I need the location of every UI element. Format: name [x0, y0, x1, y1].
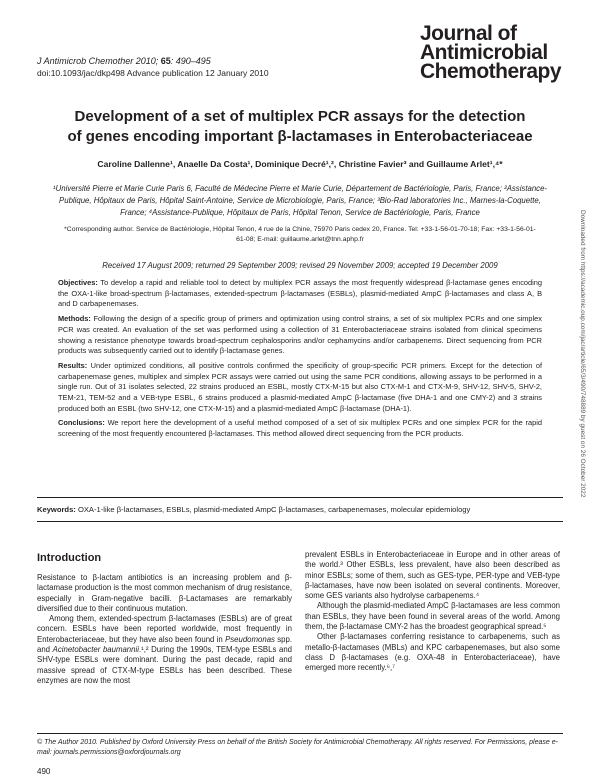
- page-number: 490: [37, 767, 51, 776]
- species-name: Pseudomonas: [225, 634, 275, 644]
- article-title: [40, 107, 560, 147]
- intro-text: spp. and: [37, 634, 292, 655]
- logo-line-1: Journal of: [420, 22, 517, 45]
- copyright-notice: © The Author 2010. Published by Oxford University Press on behalf of the British Society for Antimicrobial Chemotherapy. All rights reserved. For Permissions, please e-mail: journals.permissions@oxfordjournals.org: [37, 739, 558, 756]
- download-watermark: Downloaded from https://academic.oup.com/jac/article/65/3/490/748889 by guest on 26 October 2022: [579, 210, 586, 498]
- footer-divider: [37, 733, 563, 734]
- affiliations: ¹Université Pierre et Marie Curie Paris 6, Faculté de Médecine Pierre et Marie Curie, Département de Bactériologie, Paris, France; ²Assistance-Publique, Hôpitaux de Paris, Hôpital Saint-Antoine, Service de Microbiologie, Paris, France; ³Bio-Rad laboratories Inc., Marnes-la-Coquette, France; ⁴Assistance-Publique, Hôpitaux de Paris, Hôpital Tenon, Service de Bactériologie, Paris, France: [53, 184, 547, 217]
- abstract-results: [58, 361, 542, 415]
- methods-text: Following the design of a specific group of primers and optimization using control strains, a set of six multiplex PCRs and one simplex PCR was created. An evaluation of the set was performed using a collection of 31 Enterobacteriaceae strains isolated from clinical specimens showing a resistance phenotype towards broad-spectrum cephalosporins and/or cephamycins and/or carbapenems. Direct sequencing from PCR products was subsequently carried out to identify β-lactamase genes.: [58, 314, 542, 356]
- logo-line-2: Antimicrobial: [420, 41, 548, 64]
- species-name: Acinetobacter baumannii: [52, 645, 139, 655]
- intro-paragraph: [37, 614, 292, 686]
- results-text: Under optimized conditions, all positive controls confirmed the specificity of group-specific PCR primers. Except for the detection of carbapenemase genes, multiplex and simplex PCR assays were carried out using the same PCR conditions, allowing assays to be performed in a single run. Out of 31 isolates selected, 22 strains produced an ESBL, mostly CTX-M-15 but also CTX-M-1 and CTX-M-9, SHV-12, SHV-5, SHV-2, TEM-21, TEM-52 and a VEB-type ESBL, 6 strains produced a plasmid-mediated AmpC β-lactamase (five DHA-1 and one CMY-2) and 3 strains produced both an ESBL (two SHV-12, one CTX-M-15) and a plasmid-mediated AmpC β-lactamase (DHA-1).: [58, 360, 542, 413]
- intro-text: Among them, extended-spectrum β-lactamases (ESBLs) are of great concern. ESBLs have been reported worldwide, most frequently in Enterobacteriaceae, but they have also been found in: [37, 614, 292, 644]
- abstract-conclusions: [58, 418, 542, 439]
- title-line-2: of genes encoding important β-lactamases in Enterobacteriaceae: [67, 128, 533, 145]
- results-label: Results:: [58, 360, 88, 370]
- intro-paragraph: Resistance to β-lactam antibiotics is an increasing problem and β-lactamase production is the most common mechanism of drug resistance, especially in Gram-negative bacilli. β-Lactamases are remarkably diversified due to their continuous mutation.: [37, 573, 292, 613]
- divider-top: [37, 497, 563, 498]
- citation-pages: : 490–495: [170, 56, 211, 66]
- received-dates: Received 17 August 2009; returned 29 September 2009; revised 29 November 2009; accepted 19 December 2009: [102, 261, 498, 270]
- abstract: [58, 278, 542, 444]
- intro-paragraph: Although the plasmid-mediated AmpC β-lactamases are less common than ESBLs, they have been found in several areas of the world. Among them, the β-lactamase CMY-2 has the broadest geographical spread.⁵: [305, 601, 560, 632]
- citation-journal: J Antimicrob Chemother: [37, 56, 134, 66]
- intro-paragraph: Other β-lactamases conferring resistance to carbapenems, such as metallo-β-lactamases (MBLs) and KPC carbapenemases, but also some class D β-lactamases (e.g. OXA-48 in Enterobacteriaceae), have emerged more recently.⁶,⁷: [305, 632, 560, 673]
- keywords-text: OXA-1-like β-lactamases, ESBLs, plasmid-mediated AmpC β-lactamases, carbapenemases, molecular epidemiology: [75, 505, 471, 514]
- title-line-1: Development of a set of multiplex PCR assays for the detection: [74, 108, 526, 125]
- journal-logo: [420, 24, 561, 81]
- intro-left-column: [37, 573, 292, 686]
- divider-bottom: [37, 521, 563, 522]
- abstract-objectives: [58, 278, 542, 310]
- citation-volume: 65: [160, 56, 171, 66]
- doi-line: doi:10.1093/jac/dkp498 Advance publication 12 January 2010: [37, 68, 269, 78]
- objectives-label: Objectives:: [58, 278, 98, 287]
- abstract-methods: [58, 314, 542, 357]
- intro-text: .¹,² During the 1990s, TEM-type ESBLs and SHV-type ESBLs were dominant. During the past decade, rapid and massive spread of CTX-M-type ESBLs has been described. These enzymes are now the most: [37, 645, 292, 685]
- logo-line-3: Chemotherapy: [420, 60, 562, 83]
- conclusions-text: We report here the development of a useful method composed of a set of six multiplex PCRs and one simplex PCR for the rapid screening of the most frequently encountered β-lactamases. This method allowed direct sequencing from the PCR products.: [58, 418, 542, 439]
- author-list: Caroline Dallenne¹, Anaelle Da Costa¹, Dominique Decré¹,², Christine Favier³ and Guillaume Arlet¹,⁴*: [97, 159, 503, 169]
- intro-right-column: [305, 550, 560, 674]
- journal-citation: [37, 55, 211, 67]
- conclusions-label: Conclusions:: [58, 418, 105, 428]
- methods-label: Methods:: [58, 314, 91, 324]
- intro-paragraph: prevalent ESBLs in Enterobacteriaceae in Europe and in other areas of the world.³ Other ESBLs, less prevalent, have also been described as minor ESBLs; some of them, such as GES-type, PER-type and VEB-type β-lactamases, have now been isolated on several continents. Moreover, some GES variants also hydrolyse carbapenems.⁴: [305, 550, 560, 601]
- objectives-text: To develop a rapid and reliable tool to detect by multiplex PCR assays the most frequently widespread β-lactamase genes encoding the OXA-1-like broad-spectrum β-lactamases, extended-spectrum β-lactamases (ESBLs), plasmid-mediated AmpC β-lactamases and class A, B and D carbapenemases.: [58, 278, 542, 309]
- keywords: [37, 504, 563, 515]
- citation-year: 2010;: [135, 56, 161, 66]
- keywords-label: Keywords:: [37, 505, 76, 514]
- introduction-heading: Introduction: [37, 552, 102, 564]
- corresponding-author: *Corresponding author. Service de Bactériologie, Hôpital Tenon, 4 rue de la Chine, 75970 Paris cedex 20, France. Tel: +33-1-56-01-70-18; Fax: +33-1-56-01-61-08; E-mail: guillaume.arlet@tnn.aphp.fr: [64, 226, 536, 243]
